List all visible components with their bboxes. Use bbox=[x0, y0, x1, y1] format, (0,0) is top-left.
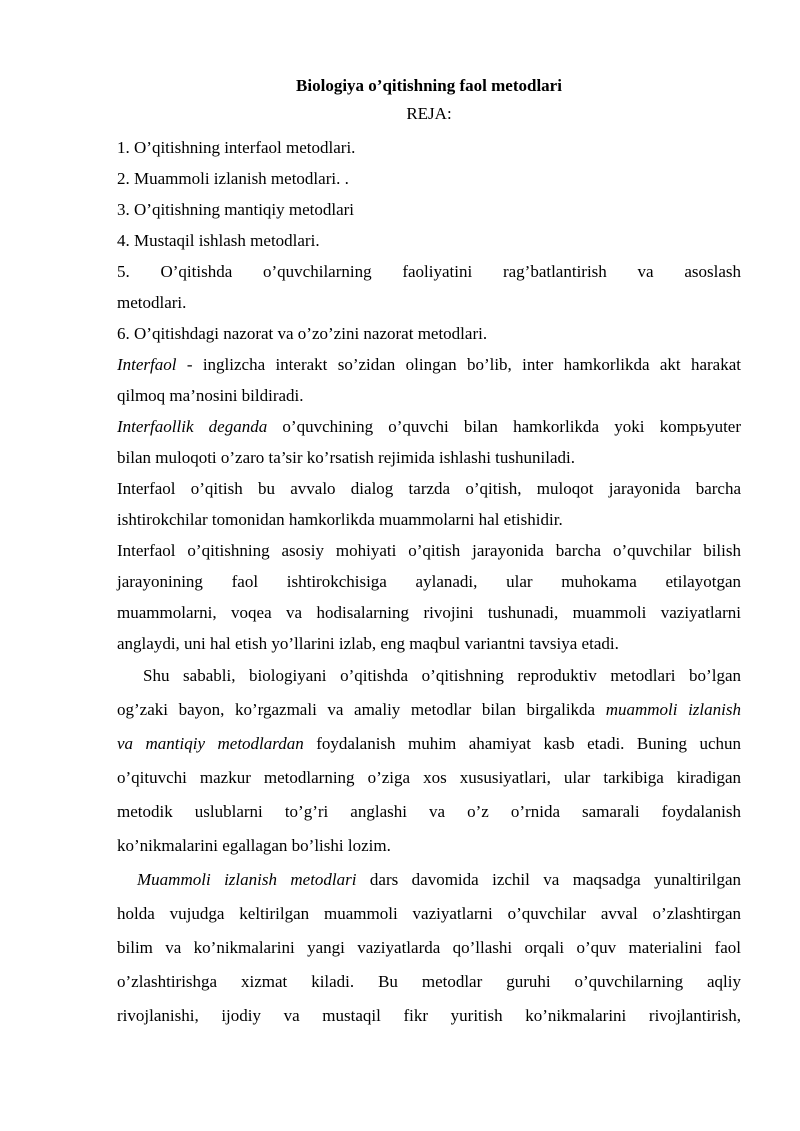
text: anglaydi, uni hal etish yo’llarini izlab, eng maqbul variantni tavsiya etadi. bbox=[117, 634, 619, 653]
paragraph-mohiyat bbox=[117, 535, 741, 659]
emphasis: Muammoli izlanish metodlari bbox=[137, 870, 357, 889]
text: o’qituvchi mazkur metodlarning o’ziga xos xususiyatlari, ular tarkibiga kiradigan bbox=[117, 768, 741, 787]
paragraph-interfaollik bbox=[117, 411, 741, 473]
text: o’quvchining o’quvchi bilan hamkorlikda yoki kompьyuter bbox=[267, 417, 742, 436]
text: rivojlanishi, ijodiy va mustaqil fikr yuritish ko’nikmalarini rivojlantirish, bbox=[117, 1006, 741, 1025]
text: metodik uslublarni to’g’ri anglashi va o’z o’rnida samarali foydalanish bbox=[117, 802, 741, 821]
plan-item: 2. Muammoli izlanish metodlari. . bbox=[117, 169, 349, 188]
plan-item: 3. O’qitishning mantiqiy metodlari bbox=[117, 200, 355, 219]
paragraph-interfaol-oqitish bbox=[117, 473, 741, 535]
text: jarayonining faol ishtirokchisiga aylanadi, ular muhokama etilayotgan bbox=[117, 572, 741, 591]
text: bilan muloqoti o’zaro ta’sir ko’rsatish rejimida ishlashi tushuniladi. bbox=[117, 448, 575, 467]
plan-item: 1. O’qitishning interfaol metodlari. bbox=[117, 138, 356, 157]
document-title: Biologiya o’qitishning faol metodlari bbox=[296, 76, 562, 95]
text: holda vujudga keltirilgan muammoli vaziyatlarni o’quvchilar avval o’zlashtirgan bbox=[117, 904, 741, 923]
term-interfaollik: Interfaollik deganda bbox=[117, 417, 268, 436]
emphasis: muammoli izlanish bbox=[605, 700, 741, 719]
text: o’zlashtirishga xizmat kiladi. Bu metodlar guruhi o’quvchilarning aqliy bbox=[117, 972, 741, 991]
paragraph-shu-sababli bbox=[117, 659, 741, 863]
plan-list bbox=[117, 132, 741, 349]
plan-item: 6. O’qitishdagi nazorat va o’zo’zini nazorat metodlari. bbox=[117, 324, 488, 343]
term-interfaol: Interfaol bbox=[117, 355, 177, 374]
paragraph-interfaol-definition bbox=[117, 349, 741, 411]
text: og’zaki bayon, ko’rgazmali va amaliy metodlar bilan birgalikda bbox=[117, 700, 606, 719]
text: ko’nikmalarini egallagan bo’lishi lozim. bbox=[117, 836, 391, 855]
text: foydalanish muhim ahamiyat kasb etadi. Buning uchun bbox=[303, 734, 741, 753]
emphasis: va mantiqiy metodlardan bbox=[117, 734, 304, 753]
plan-item: 5. O’qitishda o’quvchilarning faoliyatini rag’batlantirish va asoslash bbox=[117, 262, 741, 281]
plan-item: 4. Mustaqil ishlash metodlari. bbox=[117, 231, 320, 250]
text: qilmoq ma’nosini bildiradi. bbox=[117, 386, 304, 405]
plan-heading: REJA: bbox=[406, 104, 452, 123]
text: Interfaol o’qitish bu avvalo dialog tarzda o’qitish, muloqot jarayonida barcha bbox=[117, 479, 741, 498]
text: Interfaol o’qitishning asosiy mohiyati o’qitish jarayonida barcha o’quvchilar bilish bbox=[117, 541, 741, 560]
plan-item-continuation: metodlari. bbox=[117, 293, 187, 312]
text: bilim va ko’nikmalarini yangi vaziyatlarda qo’llashi orqali o’quv materialini faol bbox=[117, 938, 741, 957]
text: dars davomida izchil va maqsadga yunaltirilgan bbox=[356, 870, 741, 889]
text: - inglizcha interakt so’zidan olingan bo’lib, inter hamkorlikda akt harakat bbox=[176, 355, 741, 374]
text: Shu sababli, biologiyani o’qitishda o’qitishning reproduktiv metodlari bo’lgan bbox=[143, 666, 741, 685]
text: muammolarni, voqea va hodisalarning rivojini tushunadi, muammoli vaziyatlarni bbox=[117, 603, 741, 622]
paragraph-muammoli-izlanish bbox=[117, 863, 741, 1033]
text: ishtirokchilar tomonidan hamkorlikda muammolarni hal etishidir. bbox=[117, 510, 563, 529]
